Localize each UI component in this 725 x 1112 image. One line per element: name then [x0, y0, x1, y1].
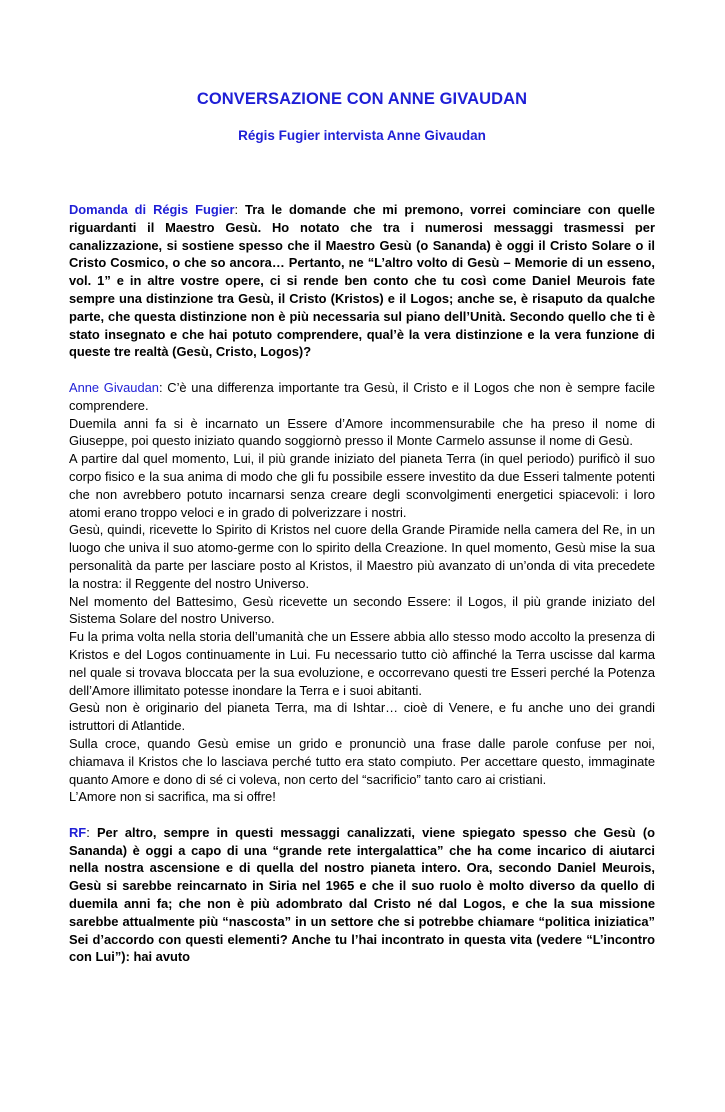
answer-paragraph: Duemila anni fa si è incarnato un Essere d’Amore incommensurabile che ha preso il nome di Giuseppe, poi questo iniziato quando soggiornò presso il Monte Carmelo assunse il nome di Gesù.	[69, 415, 655, 449]
page-title: CONVERSAZIONE CON ANNE GIVAUDAN	[196, 90, 528, 108]
page-subtitle: Régis Fugier intervista Anne Givaudan	[238, 128, 486, 143]
speaker-separator: :	[86, 824, 90, 840]
question-1	[69, 201, 655, 361]
speaker-label-rf: RF	[69, 824, 87, 840]
question-2	[69, 824, 655, 966]
speaker-separator: :	[158, 379, 163, 395]
question-2-text: Per altro, sempre in questi messaggi canalizzati, viene spiegato spesso che Gesù (o Sananda) è oggi a capo di una “grande rete intergalattica” che ha come incarico di aiutarci nella nostra ascensione e di quella del nostro pianeta intero. Ora, secondo Daniel Meurois, Gesù si sarebbe reincarnato in Siria nel 1965 e che il suo ruolo è molto diverso da quello di duemila anni fa; che non è più adombrato dal Cristo né dal Logos, e che la sua missione sarebbe attualmente più “nascosta” in un settore che si potrebbe chiamare “politica iniziatica” Sei d’accordo con questi elementi? Anche tu l’hai incontrato in questa vita (vedere “L’incontro con Lui”): hai avuto	[69, 824, 655, 965]
answer-paragraph: Gesù, quindi, ricevette lo Spirito di Kristos nel cuore della Grande Piramide nella camera del Re, in un luogo che univa il suo atomo-germe con lo spirito della Creazione. In quel momento, Gesù mise la sua personalità da parte per lasciare posto al Kristos, il Maestro più avanzato di un’onda di vita precedete la nostra: il Reggente del nostro Universo.	[69, 522, 655, 591]
document-page	[0, 88, 725, 1112]
answer-paragraph: L’Amore non si sacrifica, ma si offre!	[69, 789, 276, 805]
answer-1	[69, 379, 655, 806]
speaker-separator: :	[234, 202, 239, 217]
speaker-label-anne-givaudan: Anne Givaudan	[69, 379, 159, 395]
answer-paragraph: Nel momento del Battesimo, Gesù ricevette un secondo Essere: il Logos, il più grande iniziato del Sistema Solare del nostro Universo.	[69, 593, 655, 627]
answer-paragraph: A partire dal quel momento, Lui, il più grande iniziato del pianeta Terra (in quel periodo) purificò il suo corpo fisico e la sua anima di modo che gli fu possibile essere investito da due Esseri talmente potenti che non avrebbero potuto incarnarsi senza creare degli sconvolgimenti energetici spiacevoli: i loro atomi erano troppo veloci e in grado di polverizzare i nostri.	[69, 451, 655, 520]
answer-paragraph: Gesù non è originario del pianeta Terra, ma di Ishtar… cioè di Venere, e fu anche uno dei grandi istruttori di Atlantide.	[69, 700, 655, 734]
speaker-label-regis-fugier: Domanda di Régis Fugier	[69, 202, 235, 217]
answer-paragraph: Sulla croce, quando Gesù emise un grido e pronunciò una frase dalle parole confuse per noi, chiamava il Kristos che lo lasciava perché tutto era stato compiuto. Per accettare questo, immaginate quanto Amore e dono di sé ci voleva, non certo del “sacrificio” tanto caro ai cristiani.	[69, 735, 655, 787]
answer-1-first-line: C’è una differenza importante tra Gesù, il Cristo e il Logos che non è sempre facile comprendere.	[69, 379, 655, 413]
answer-1-intro	[69, 379, 655, 415]
answer-paragraph: Fu la prima volta nella storia dell’umanità che un Essere abbia allo stesso modo accolto la presenza di Kristos e del Logos continuamente in Lui. Fu necessario tutto ciò affinché la Terra uscisse dal karma nel quale si trovava bloccata per la sua evoluzione, e occorrevano questi tre Esseri perché la Potenza dell’Amore illimitato potesse inondare la Terra e i suoi abitanti.	[69, 629, 655, 698]
question-1-text: Tra le domande che mi premono, vorrei cominciare con quelle riguardanti il Maestro Gesù. Ho notato che tra i numerosi messaggi trasmessi per canalizzazione, si sostiene spesso che il Maestro Gesù (o Sananda) è oggi il Cristo Solare o il Cristo Cosmico, o che so ancora… Pertanto, ne “L’altro volto di Gesù – Memorie di un esseno, vol. 1” e in altre vostre opere, ci si rende ben conto che tu così come Daniel Meurois fate sempre una distinzione tra Gesù, il Cristo (Kristos) e il Logos; anche se, è risaputo da qualche parte, che questa distinzione non è più necessaria sul piano dell’Unità. Secondo quello che ti è stato insegnato e che hai potuto comprendere, qual’è la vera distinzione e la vera funzione di queste tre realtà (Gesù, Cristo, Logos)?	[69, 202, 655, 360]
